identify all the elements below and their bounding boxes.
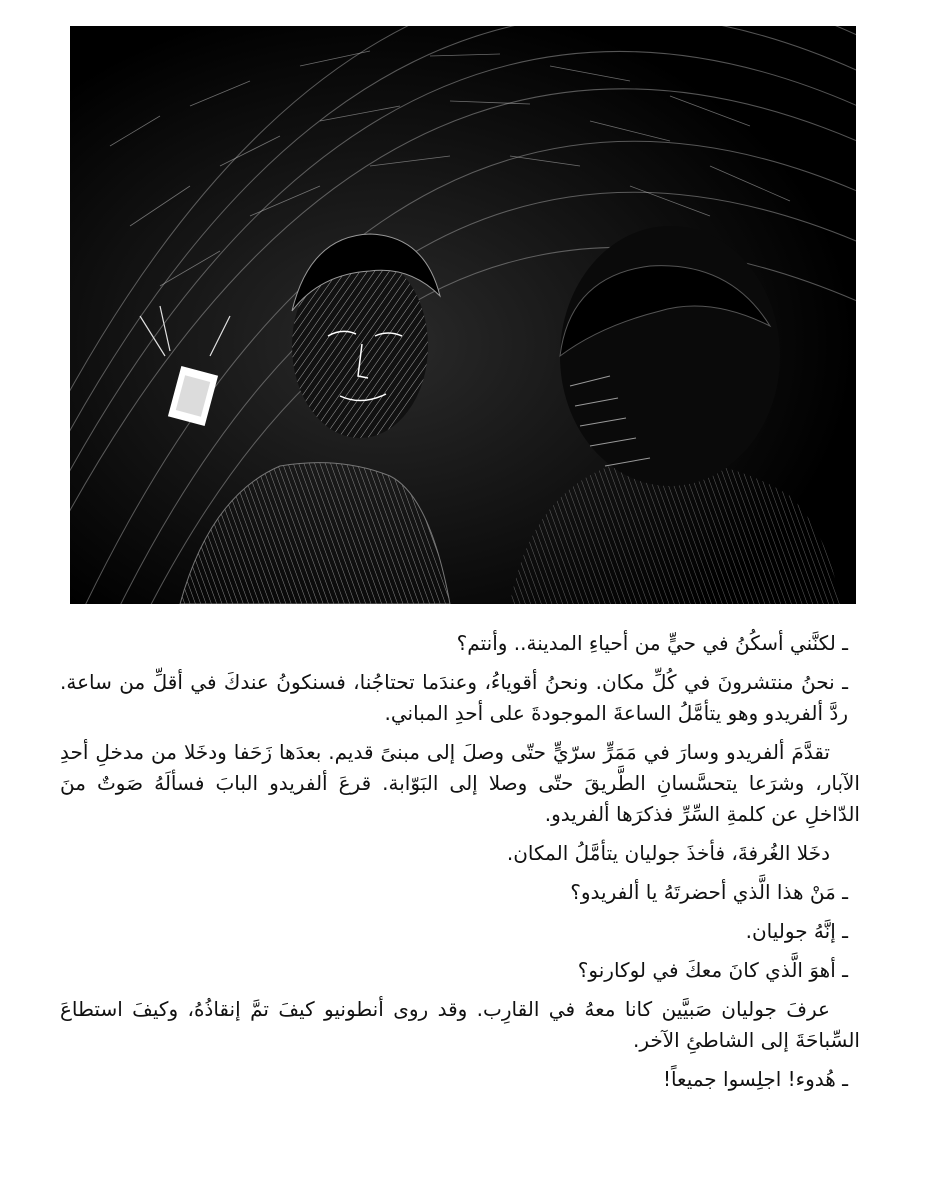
dialogue-line: ـ إنَّهُ جوليان.: [745, 919, 848, 943]
dialogue-line: ـ مَنْ هذا الَّذي أحضرتَهُ يا ألفريدو؟: [570, 880, 848, 904]
story-illustration: [70, 26, 856, 604]
narration-paragraph: عرفَ جوليان صَبيَّين كانا معهُ في القارِب. وقد روى أنطونيو كيفَ تمَّ إنقاذُهُ، وكيفَ استطاعَ السِّباحَةَ إلى الشاطئِ الآخر.: [60, 997, 860, 1052]
narration-paragraph: دخَلا الغُرفةَ، فأخذَ جوليان يتأمَّلُ المكان.: [506, 841, 830, 865]
dialogue-line: ـ أهوَ الَّذي كانَ معكَ في لوكارنو؟: [577, 958, 848, 982]
dialogue-line: ـ هُدوء! اجلِسوا جميعاً!: [662, 1067, 848, 1091]
dialogue-line: ـ نحنُ منتشرونَ في كُلِّ مكان. ونحنُ أقوياءُ، وعندَما تحتاجُنا، فسنكونُ عندكَ في أقلِّ من ساعة. ردَّ ألفريدو وهو يتأمَّلُ الساعةَ الموجودةَ على أحدِ المباني.: [60, 670, 848, 725]
narration-paragraph: تقدَّمَ ألفريدو وسارَ في مَمَرٍّ سرّيٍّ حتّى وصلَ إلى مبنىً قديم. بعدَها زَحَفا ودخَلا من مدخلِ أحدِ الآبار، وشرَعا يتحسَّسانِ الطَّريقَ حتّى وصلا إلى البَوّابة. قرعَ ألفريدو البابَ فسألَهُ صَوتٌ منَ الدّاخلِ عن كلمةِ السِّرِّ فذكرَها ألفريدو.: [60, 740, 860, 826]
dialogue-line: ـ لكنَّني أسكُنُ في حيٍّ من أحياءِ المدينة.. وأنتم؟: [456, 631, 848, 655]
story-text: [60, 628, 860, 1103]
two-figures-in-tunnel-illustration: [70, 26, 856, 604]
